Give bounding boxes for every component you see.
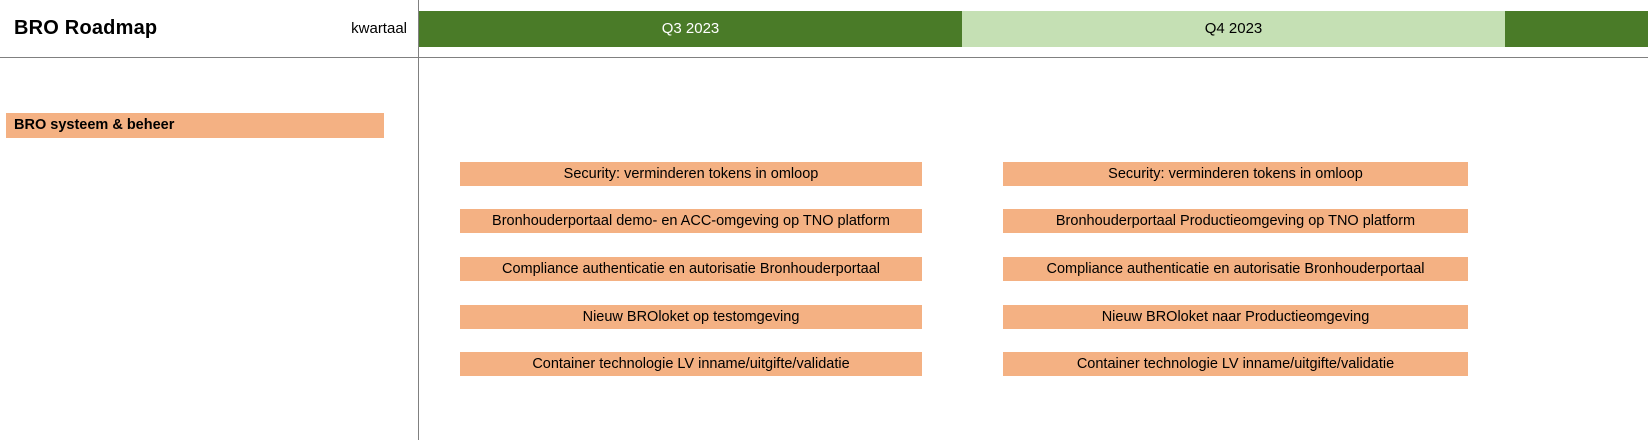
header-divider [0, 57, 1648, 58]
task-bar[interactable]: Bronhouderportaal demo- en ACC-omgeving op TNO platform [460, 209, 922, 233]
task-bar[interactable]: Container technologie LV inname/uitgifte/validatie [460, 352, 922, 376]
task-bar[interactable]: Security: verminderen tokens in omloop [460, 162, 922, 186]
task-bar[interactable]: Compliance authenticatie en autorisatie Bronhouderportaal [1003, 257, 1468, 281]
task-bar[interactable]: Bronhouderportaal Productieomgeving op TNO platform [1003, 209, 1468, 233]
page-title: BRO Roadmap [14, 17, 158, 39]
task-bar[interactable]: Nieuw BROloket naar Productieomgeving [1003, 305, 1468, 329]
quarter-header-q3[interactable]: Q3 2023 [419, 11, 962, 47]
roadmap-header [0, 0, 1648, 57]
task-bar[interactable]: Container technologie LV inname/uitgifte/validatie [1003, 352, 1468, 376]
quarter-header-next[interactable] [1505, 11, 1648, 47]
lane-column-divider [418, 0, 419, 440]
task-bar[interactable]: Compliance authenticatie en autorisatie Bronhouderportaal [460, 257, 922, 281]
lane-label-bro-systeem-beheer: BRO systeem & beheer [6, 113, 384, 138]
task-bar[interactable]: Nieuw BROloket op testomgeving [460, 305, 922, 329]
task-bar[interactable]: Security: verminderen tokens in omloop [1003, 162, 1468, 186]
quarter-header-q4[interactable]: Q4 2023 [962, 11, 1505, 47]
timeline-scale-label: kwartaal [351, 20, 407, 37]
